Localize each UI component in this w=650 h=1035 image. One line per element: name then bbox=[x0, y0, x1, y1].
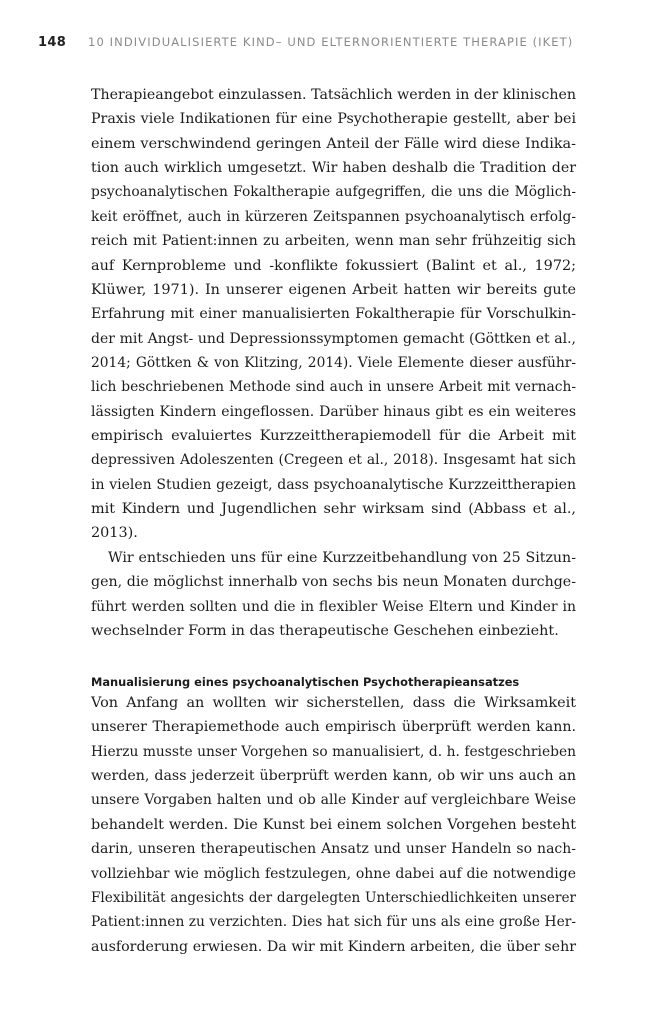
text-line: Flexibilität angesichts der dargelegten Unterschiedlichkeiten unserer bbox=[91, 889, 576, 906]
text-line: auf Kernprobleme und -konflikte fokussiert (Balint et al., 1972; bbox=[91, 257, 576, 274]
text-line: Therapieangebot einzulassen. Tatsächlich werden in der klinischen bbox=[91, 87, 576, 103]
text-line: behandelt werden. Die Kunst bei einem solchen Vorgehen besteht bbox=[91, 816, 576, 833]
text-line: ausforderung erwiesen. Da wir mit Kindern arbeiten, die über sehr bbox=[91, 938, 576, 955]
text-line: Patient:innen zu verzichten. Dies hat sich für uns als eine große Her- bbox=[91, 914, 576, 931]
text-line: 2013). bbox=[91, 525, 138, 542]
text-line: Hierzu musste unser Vorgehen so manualisiert, d. h. festgeschrieben bbox=[91, 743, 576, 760]
text-line: führt werden sollten und die in flexibler Weise Eltern und Kinder in bbox=[91, 598, 576, 615]
text-line: Erfahrung mit einer manualisierten Fokaltherapie für Vorschulkin- bbox=[91, 306, 576, 323]
text-line: tion auch wirklich umgesetzt. Wir haben deshalb die Tradition der bbox=[91, 160, 576, 177]
section-heading: Manualisierung eines psychoanalytischen Psychotherapieansatzes bbox=[91, 675, 520, 689]
running-header bbox=[38, 33, 598, 53]
text-line: lässigten Kindern eingeflossen. Darüber hinaus gibt es ein weiteres bbox=[91, 403, 576, 420]
text-line: unserer Therapiemethode auch empirisch überprüft werden kann. bbox=[91, 719, 576, 736]
text-line: empirisch evaluiertes Kurzzeittherapiemodell für die Arbeit mit bbox=[91, 428, 576, 445]
text-line: Von Anfang an wollten wir sicherstellen, dass die Wirksamkeit bbox=[91, 695, 576, 711]
text-line: werden, dass jederzeit überprüft werden kann, ob wir uns auch an bbox=[91, 768, 576, 785]
chapter-title: 10 INDIVIDUALISIERTE KIND– UND ELTERNORIENTIERTE THERAPIE (IKET) bbox=[88, 35, 574, 49]
text-line: der mit Angst- und Depressionssymptomen gemacht (Göttken et al., bbox=[91, 330, 576, 347]
text-line: einem verschwindend geringen Anteil der Fälle wird diese Indika- bbox=[91, 135, 576, 152]
text-line: vollziehbar wie möglich festzulegen, ohne dabei auf die notwendige bbox=[91, 865, 576, 882]
text-line: lich beschriebenen Methode sind auch in unsere Arbeit mit vernach- bbox=[91, 379, 576, 396]
text-line: unsere Vorgaben halten und ob alle Kinder auf vergleichbare Weise bbox=[91, 792, 576, 809]
text-line: 2014; Göttken & von Klitzing, 2014). Viele Elemente dieser ausführ- bbox=[91, 354, 576, 371]
paragraph-1 bbox=[91, 83, 576, 643]
text-line: depressiven Adoleszenten (Cregeen et al., 2018). Insgesamt hat sich bbox=[91, 452, 576, 469]
text-line: Wir entschieden uns für eine Kurzzeitbehandlung von 25 Sitzun- bbox=[108, 549, 576, 566]
text-line: darin, unseren therapeutischen Ansatz und unser Handeln so nach- bbox=[91, 841, 576, 858]
text-line: mit Kindern und Jugendlichen sehr wirksam sind (Abbass et al., bbox=[91, 501, 576, 518]
text-line: gen, die möglichst innerhalb von sechs bis neun Monaten durchge- bbox=[91, 574, 576, 591]
paragraph-3 bbox=[91, 691, 576, 959]
text-line: keit eröffnet, auch in kürzeren Zeitspannen psychoanalytisch erfolg- bbox=[91, 208, 576, 225]
text-line: reich mit Patient:innen zu arbeiten, wenn man sehr frühzeitig sich bbox=[91, 233, 576, 250]
text-line: Praxis viele Indikationen für eine Psychotherapie gestellt, aber bei bbox=[91, 111, 576, 128]
text-line: psychoanalytischen Fokaltherapie aufgegriffen, die uns die Möglich- bbox=[91, 184, 576, 201]
text-line: in vielen Studien gezeigt, dass psychoanalytische Kurzzeittherapien bbox=[91, 476, 576, 493]
page-number: 148 bbox=[38, 35, 67, 50]
text-line: wechselnder Form in das therapeutische Geschehen einbezieht. bbox=[91, 622, 559, 639]
text-line: Klüwer, 1971). In unserer eigenen Arbeit hatten wir bereits gute bbox=[91, 281, 576, 298]
